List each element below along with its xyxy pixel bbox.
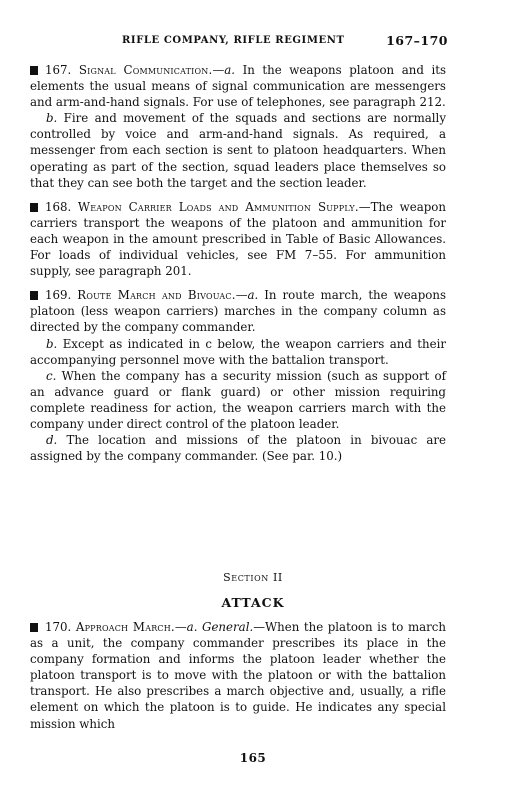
paragraph-169d: d. The location and missions of the platoon in bivouac are assigned by the company commander. (See par. 10.) bbox=[30, 433, 446, 464]
body-text-lower bbox=[30, 619, 446, 732]
section-marker-icon bbox=[30, 203, 38, 212]
body-text-upper bbox=[30, 62, 446, 464]
paragraph-167a: 167. Signal Communication.—a. In the weapons platoon and its elements the usual means of signal communication are messengers and arm-and-hand signals. For use of telephones, see paragraph 212. bbox=[30, 63, 447, 110]
paragraph-heading: Signal Communication. bbox=[78, 63, 213, 77]
paragraph-range: 167–170 bbox=[386, 33, 448, 48]
section-marker-icon bbox=[30, 623, 38, 632]
section-title: ATTACK bbox=[221, 595, 285, 610]
paragraph-heading: Route March and Bivouac. bbox=[77, 288, 236, 303]
paragraph-169b: b. Except as indicated in c below, the weapon carriers and their accompanying personnel move with the battalion transport. bbox=[30, 336, 447, 367]
paragraph-169a: 169. Route March and Bivouac.—a. In route march, the weapons platoon (less weapon carriers) marches in the company column as directed by the company commander. bbox=[30, 288, 447, 335]
page-number: 165 bbox=[239, 751, 267, 765]
paragraph-170: 170. Approach March.—a. General.—When the platoon is to march as a unit, the company commander prescribes its place in the company formation and informs the platoon leader whether the platoon transport is to move with the platoon or with the battalion transport. He also prescribes a march objective and, usually, a rifle element on which the platoon is to guide. He indicates any special mission which bbox=[30, 620, 447, 731]
paragraph-167b: b. Fire and movement of the squads and sections are normally controlled by voice and arm-and-hand signals. As required, a messenger from each section is sent to platoon headquarters. When operating as part of the section, squad leaders place themselves so that they can see both the target and the section leader. bbox=[30, 111, 446, 190]
paragraph-169c: c. When the company has a security mission (such as support of an advance guard or flank guard) or other mission requiring complete readiness for action, the weapon carriers march with the company under direct control of the platoon leader. bbox=[30, 368, 446, 431]
paragraph-168: 168. Weapon Carrier Loads and Ammunition Supply.—The weapon carriers transport the weapons of the platoon and ammunition for each weapon in the amount prescribed in Table of Basic Allowances. For loads of individual vehicles, see FM 7–55. For ammunition supply, see paragraph 201. bbox=[30, 199, 447, 279]
running-header bbox=[32, 33, 448, 49]
section-label: Section II bbox=[223, 571, 283, 584]
paragraph-heading: Weapon Carrier Loads and Ammunition Supply. bbox=[77, 199, 359, 214]
running-title: RIFLE COMPANY, RIFLE REGIMENT bbox=[122, 35, 345, 46]
paragraph-heading: Approach March. bbox=[75, 620, 175, 634]
section-marker-icon bbox=[30, 291, 38, 300]
section-marker-icon bbox=[30, 66, 38, 75]
